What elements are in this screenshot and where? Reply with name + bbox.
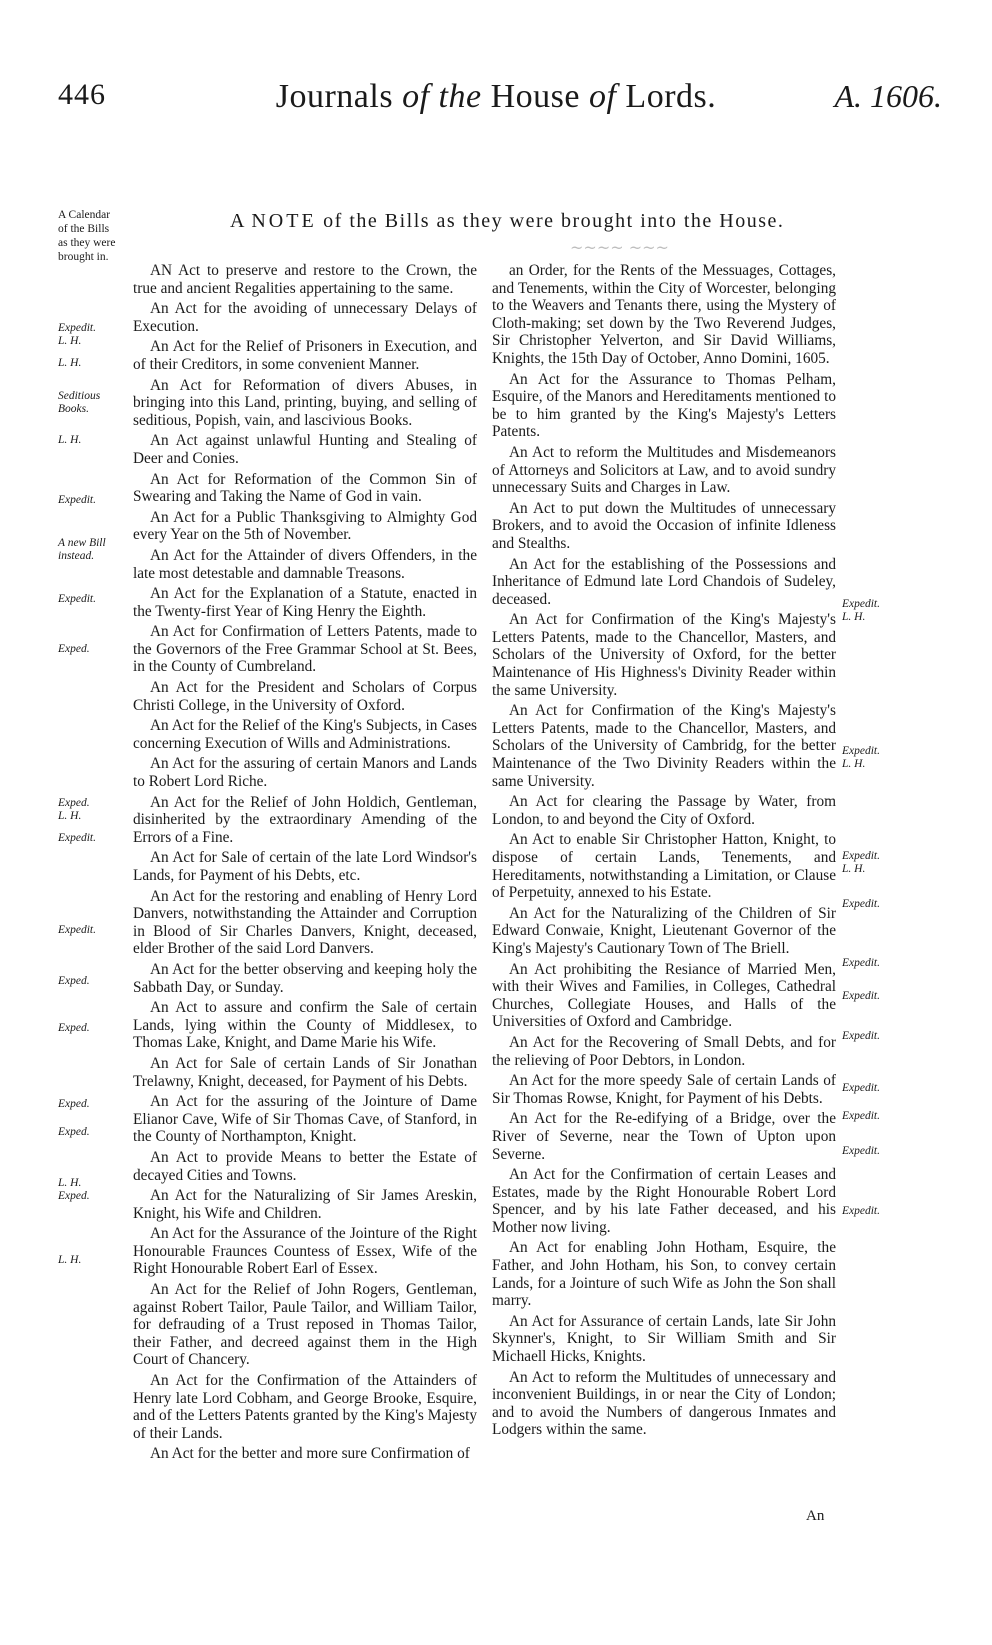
bill-entry: An Act for the Relief of the King's Subjects, in Cases concerning Execution of Wills and Administrations.	[133, 717, 477, 752]
bill-entry: An Act for the Assurance of the Jointure of the Right Honourable Fraunces Countess of Essex, Wife of the Right Honourable Robert Earl of Essex.	[133, 1225, 477, 1278]
margin-note: Exped.	[58, 1126, 90, 1138]
margin-note: Expedit. L. H.	[842, 745, 880, 770]
bill-entry: An Act for the assuring of the Jointure of Dame Elianor Cave, Wife of Sir Thomas Cave, of Stanford, in the County of Northampton, Knight.	[133, 1093, 477, 1146]
left-column	[133, 262, 477, 1466]
margin-note: Expedit. L. H.	[58, 322, 96, 347]
margin-note: Exped. L. H.	[58, 797, 90, 822]
bill-entry: An Act for the Assurance to Thomas Pelham, Esquire, of the Manors and Hereditaments mentioned to be to him granted by the King's Majesty's Letters Patents.	[492, 370, 836, 441]
bill-entry: An Act for Reformation of the Common Sin of Swearing and Taking the Name of God in vain.	[133, 470, 477, 506]
bill-entry: An Act for the restoring and enabling of Henry Lord Danvers, notwithstanding the Attainder and Corruption in Blood of Sir Charles Danvers, Knight, deceased, elder Brother of the said Lord Danvers.	[133, 887, 477, 958]
title-word: of	[588, 78, 617, 115]
margin-note: Seditious Books.	[58, 390, 101, 415]
bill-entry: An Act for the Relief of John Holdich, Gentleman, disinherited by the extraordinary Amending of the Errors of a Fine.	[133, 793, 477, 846]
bill-entry: An Act to provide Means to better the Estate of decayed Cities and Towns.	[133, 1148, 477, 1184]
margin-note: Expedit.	[842, 898, 880, 910]
page-number: 446	[58, 78, 106, 111]
margin-note: Expedit.	[58, 494, 96, 506]
bill-entry: An Act to enable Sir Christopher Hatton, Knight, to dispose of certain Lands, Tenements, and Hereditaments, notwithstanding a Limitation, or Clause of Perpetuity, annexed to his Estate.	[492, 831, 836, 902]
bill-entry: An Act for Assurance of certain Lands, late Sir John Skynner's, Knight, to Sir William Smith and Sir Michaell Hicks, Knights.	[492, 1312, 836, 1366]
margin-note: Expedit. L. H.	[842, 598, 880, 623]
bill-entry: An Act for the more speedy Sale of certain Lands of Sir Thomas Rowse, Knight, for Payment of his Debts.	[492, 1072, 836, 1107]
title-word: Journals	[275, 78, 394, 115]
margin-note: Expedit.	[842, 957, 880, 969]
margin-note: L. H. Exped.	[58, 1177, 90, 1202]
margin-note: Expedit.	[842, 1205, 880, 1217]
bill-entry: An Act for enabling John Hotham, Esquire, the Father, and John Hotham, his Son, to convey certain Lands, for a Jointure of such Wife as John the Son shall marry.	[492, 1239, 836, 1310]
right-column	[492, 262, 836, 1442]
running-header	[0, 78, 992, 128]
bill-entry: an Order, for the Rents of the Messuages, Cottages, and Tenements, within the City of Worcester, belonging to the Weavers and Tenants there, using the Mystery of Cloth-making; set down by the Two Reverend Judges, Sir Christopher Yelverton, and Sir David Williams, Knights, the 15th Day of October, Anno Domini, 1605.	[492, 262, 836, 367]
bill-entry: An Act for the President and Scholars of Corpus Christi College, in the University of Oxford.	[133, 679, 477, 714]
section-title-prefix: A	[230, 210, 245, 232]
margin-note: Exped.	[58, 643, 90, 655]
margin-note: L. H.	[58, 434, 82, 446]
bill-entry: An Act for the Confirmation of certain Leases and Estates, made by the Right Honourable Robert Lord Spencer, and by his late Father deceased, and his Mother now living.	[492, 1166, 836, 1236]
bill-entry: An Act for the Naturalizing of the Children of Sir Edward Conwaie, Knight, Lieutenant Governor of the King's Majesty's Cautionary Town of The Briell.	[492, 904, 836, 957]
bill-entry: An Act for Sale of certain of the late Lord Windsor's Lands, for Payment of his Debts, etc.	[133, 849, 477, 884]
bill-entry: An Act for Reformation of divers Abuses, in bringing into this Land, printing, buying, and selling of seditious, Popish, vain, and lascivious Books.	[133, 376, 477, 429]
bill-entry: An Act for the Naturalizing of Sir James Areskin, Knight, his Wife and Children.	[133, 1187, 477, 1222]
bill-entry: An Act for a Public Thanksgiving to Almighty God every Year on the 5th of November.	[133, 508, 477, 544]
bill-entry: An Act for the assuring of certain Manors and Lands to Robert Lord Riche.	[133, 755, 477, 791]
bill-entry: An Act for the Confirmation of the Attainders of Henry late Lord Cobham, and George Brooke, Esquire, and of the Letters Patents granted by the King's Majesty of their Lands.	[133, 1372, 477, 1442]
bill-entry: An Act to reform the Multitudes and Misdemeanors of Attorneys and Solicitors at Law, and to avoid sundry unnecessary Suits and Charges in Law.	[492, 443, 836, 497]
margin-note: Exped.	[58, 1022, 90, 1034]
bill-entry: An Act for Confirmation of the King's Majesty's Letters Patents, made to the Chancellor, Masters, and Scholars of the University of Cambridg, for the better Maintenance of the Two Divinity Readers within the same University.	[492, 702, 836, 790]
bill-entry: An Act to put down the Multitudes of unnecessary Brokers, and to avoid the Occasion of infinite Idleness and Stealths.	[492, 499, 836, 552]
margin-note: Expedit.	[842, 990, 880, 1002]
bill-entry: An Act for Confirmation of the King's Majesty's Letters Patents, made to the Chancellor, Masters, and Scholars of the University of Oxford, for the better Maintenance of His Highness's Divinity Reader within the same University.	[492, 611, 836, 699]
title-word: Lords.	[625, 78, 717, 115]
catchword: An	[806, 1508, 825, 1524]
bill-entry: An Act for the Relief of John Rogers, Gentleman, against Robert Tailor, Paule Tailor, and William Tailor, for defrauding of a Trust reposed in Thomas Tailor, their Father, and decreed against them in the High Court of Chancery.	[133, 1281, 477, 1369]
margin-note: Expedit. L. H.	[842, 850, 880, 875]
margin-note: Expedit.	[842, 1110, 880, 1122]
bill-entry: An Act for the better and more sure Confirmation of	[150, 1445, 470, 1463]
bill-entry: An Act for Confirmation of Letters Patents, made to the Governors of the Free Grammar School at St. Bees, in the County of Cumbreland.	[133, 623, 477, 676]
title-word: the	[438, 78, 482, 115]
bill-entry: An Act for the Recovering of Small Debts, and for the relieving of Poor Debtors, in London.	[492, 1033, 836, 1069]
section-title-note: NOTE	[251, 210, 317, 232]
bill-entry: An Act for the Attainder of divers Offenders, in the late most detestable and damnable Treasons.	[133, 546, 477, 582]
margin-note: Expedit.	[842, 1030, 880, 1042]
bill-entry: An Act for clearing the Passage by Water, from London, to and beyond the City of Oxford.	[492, 793, 836, 828]
margin-note: Exped.	[58, 1098, 90, 1110]
margin-note: Exped.	[58, 975, 90, 987]
bill-entry: An Act for the Re-edifying of a Bridge, over the River of Severne, near the Town of Upton upon Severne.	[492, 1110, 836, 1163]
bill-entry: An Act against unlawful Hunting and Stealing of Deer and Conies.	[133, 432, 477, 467]
section-title-rest: of the Bills as they were brought into the House.	[323, 210, 785, 232]
handwritten-annotation: ~~~~ ~~~	[570, 238, 669, 257]
bill-entry: An Act prohibiting the Resiance of Married Men, with their Wives and Families, in Colleges, Cathedral Churches, Collegiate Houses, and Halls of the Universities of Oxford and Cambridge.	[492, 960, 836, 1031]
title-word: House	[490, 78, 580, 115]
bill-entry: An Act for the Relief of Prisoners in Execution, and of their Creditors, in some convenient Manner.	[133, 338, 477, 373]
bill-entry: An Act for Sale of certain Lands of Sir Jonathan Trelawny, Knight, deceased, for Payment of his Debts.	[133, 1054, 477, 1090]
margin-note: Expedit.	[58, 593, 96, 605]
section-title	[230, 210, 784, 233]
title-word: of	[402, 78, 430, 115]
bill-entry: An Act to reform the Multitudes of unnecessary and inconvenient Buildings, in or near the City of London; and to avoid the Numbers of dangerous Inmates and Lodgers within the same.	[492, 1368, 836, 1439]
margin-note: Expedit.	[58, 924, 96, 936]
margin-note: Expedit.	[842, 1145, 880, 1157]
margin-note: A new Bill instead.	[58, 537, 106, 562]
bill-entry: An Act for the establishing of the Possessions and Inheritance of Edmund late Lord Chandois of Sudeley, deceased.	[492, 555, 836, 608]
year-label: A. 1606.	[834, 78, 942, 114]
bill-entry: AN Act to preserve and restore to the Crown, the true and ancient Regalities appertaining to the same.	[133, 262, 477, 297]
bill-entry: An Act for the Explanation of a Statute, enacted in the Twenty-first Year of King Henry the Eighth.	[133, 585, 477, 620]
calendar-margin-note: A Calendar of the Bills as they were brought in.	[58, 209, 116, 263]
margin-note: Expedit.	[842, 1082, 880, 1094]
bill-entry: An Act for the avoiding of unnecessary Delays of Execution.	[133, 300, 477, 335]
bill-entry: An Act to assure and confirm the Sale of certain Lands, lying within the County of Middlesex, to Thomas Lake, Knight, and Dame Marie his Wife.	[133, 999, 477, 1052]
margin-note: L. H.	[58, 1254, 82, 1266]
margin-note: Expedit.	[58, 832, 96, 844]
margin-note: L. H.	[58, 357, 82, 369]
bill-entry: An Act for the better observing and keeping holy the Sabbath Day, or Sunday.	[133, 960, 477, 996]
